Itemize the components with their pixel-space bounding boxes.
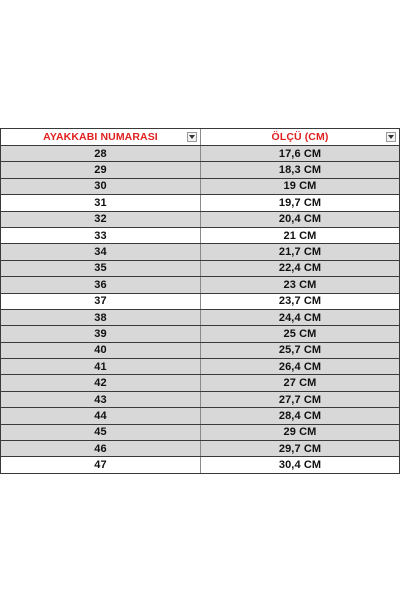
table-row [0, 244, 400, 260]
length-cell[interactable]: 27,7 CM [201, 392, 400, 407]
length-cell[interactable]: 21,7 CM [201, 244, 400, 259]
length-cell[interactable]: 18,3 CM [201, 162, 400, 177]
size-cell[interactable]: 38 [0, 310, 201, 325]
table-row [0, 326, 400, 342]
size-cell[interactable]: 41 [0, 359, 201, 374]
table-row [0, 261, 400, 277]
size-cell[interactable]: 42 [0, 375, 201, 390]
table-row [0, 310, 400, 326]
table-row [0, 277, 400, 293]
size-cell[interactable]: 44 [0, 408, 201, 423]
length-cell[interactable]: 24,4 CM [201, 310, 400, 325]
size-cell[interactable]: 32 [0, 212, 201, 227]
table-row [0, 343, 400, 359]
filter-dropdown-icon[interactable] [187, 132, 197, 142]
length-cell[interactable]: 29 CM [201, 425, 400, 440]
size-cell[interactable]: 39 [0, 326, 201, 341]
length-cell[interactable]: 19 CM [201, 179, 400, 194]
size-chart-table [0, 128, 400, 474]
table-header-row [0, 128, 400, 146]
filter-dropdown-icon[interactable] [386, 132, 396, 142]
header-length-label: ÖLÇÜ (CM) [271, 131, 329, 143]
size-cell[interactable]: 40 [0, 343, 201, 358]
table-row [0, 359, 400, 375]
table-row [0, 375, 400, 391]
table-row [0, 425, 400, 441]
table-row [0, 146, 400, 162]
table-row [0, 392, 400, 408]
table-row [0, 294, 400, 310]
size-cell[interactable]: 46 [0, 441, 201, 456]
length-cell[interactable]: 27 CM [201, 375, 400, 390]
size-cell[interactable]: 31 [0, 195, 201, 210]
size-cell[interactable]: 33 [0, 228, 201, 243]
length-cell[interactable]: 29,7 CM [201, 441, 400, 456]
length-cell[interactable]: 22,4 CM [201, 261, 400, 276]
length-cell[interactable]: 25 CM [201, 326, 400, 341]
length-cell[interactable]: 28,4 CM [201, 408, 400, 423]
size-cell[interactable]: 29 [0, 162, 201, 177]
length-cell[interactable]: 30,4 CM [201, 457, 400, 472]
table-row [0, 457, 400, 473]
size-cell[interactable]: 43 [0, 392, 201, 407]
size-cell[interactable]: 35 [0, 261, 201, 276]
length-cell[interactable]: 25,7 CM [201, 343, 400, 358]
length-cell[interactable]: 23,7 CM [201, 294, 400, 309]
size-cell[interactable]: 28 [0, 146, 201, 161]
table-row [0, 441, 400, 457]
length-cell[interactable]: 19,7 CM [201, 195, 400, 210]
size-cell[interactable]: 45 [0, 425, 201, 440]
table-body [0, 146, 400, 474]
length-cell[interactable]: 23 CM [201, 277, 400, 292]
size-cell[interactable]: 34 [0, 244, 201, 259]
table-row [0, 195, 400, 211]
size-cell[interactable]: 47 [0, 457, 201, 472]
table-row [0, 228, 400, 244]
size-cell[interactable]: 36 [0, 277, 201, 292]
size-cell[interactable]: 30 [0, 179, 201, 194]
table-row [0, 179, 400, 195]
size-cell[interactable]: 37 [0, 294, 201, 309]
length-cell[interactable]: 17,6 CM [201, 146, 400, 161]
header-size-label: AYAKKABI NUMARASI [43, 131, 158, 143]
table-row [0, 212, 400, 228]
table-row [0, 162, 400, 178]
length-cell[interactable]: 26,4 CM [201, 359, 400, 374]
length-cell[interactable]: 21 CM [201, 228, 400, 243]
header-size-cell [0, 129, 201, 145]
length-cell[interactable]: 20,4 CM [201, 212, 400, 227]
table-row [0, 408, 400, 424]
header-length-cell [201, 129, 400, 145]
